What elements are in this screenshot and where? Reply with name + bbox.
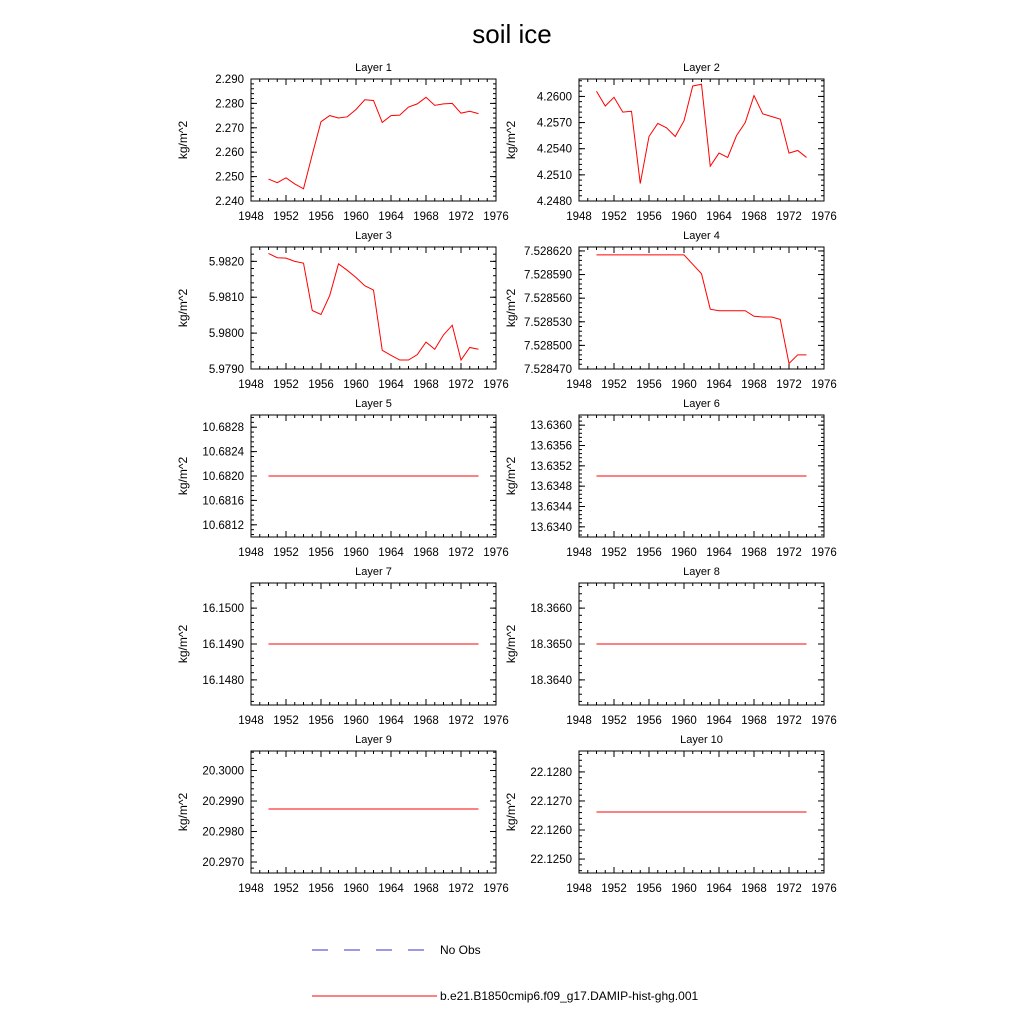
x-tick-label: 1956 xyxy=(308,211,334,223)
x-tick-label: 1972 xyxy=(776,883,802,895)
x-tick-label: 1972 xyxy=(448,883,474,895)
panel-layer-6 xyxy=(504,398,837,559)
x-tick-label: 1948 xyxy=(238,715,264,727)
x-tick-label: 1960 xyxy=(343,379,369,391)
panel-title: Layer 1 xyxy=(355,62,392,74)
x-tick-label: 1960 xyxy=(343,547,369,559)
x-tick-label: 1968 xyxy=(413,211,439,223)
x-tick-label: 1972 xyxy=(776,715,802,727)
y-tick-label: 7.528560 xyxy=(524,293,572,306)
x-tick-label: 1956 xyxy=(636,883,662,895)
panel-title: Layer 10 xyxy=(680,734,723,746)
panel-layer-4 xyxy=(504,230,837,391)
y-axis-label: kg/m^2 xyxy=(504,624,518,664)
x-tick-label: 1952 xyxy=(601,883,627,895)
plot-frame xyxy=(251,79,496,201)
y-axis-label: kg/m^2 xyxy=(504,120,518,160)
y-tick-label: 10.6824 xyxy=(202,446,244,459)
y-axis-label: kg/m^2 xyxy=(504,792,518,832)
x-tick-label: 1972 xyxy=(448,379,474,391)
x-tick-label: 1952 xyxy=(273,883,299,895)
x-tick-label: 1960 xyxy=(343,715,369,727)
x-tick-label: 1968 xyxy=(741,379,767,391)
x-tick-label: 1968 xyxy=(413,715,439,727)
x-tick-label: 1956 xyxy=(636,379,662,391)
series-line xyxy=(597,84,807,183)
y-tick-label: 4.2480 xyxy=(536,196,572,208)
x-tick-label: 1960 xyxy=(671,883,697,895)
y-axis-label: kg/m^2 xyxy=(504,288,518,328)
y-tick-label: 20.2990 xyxy=(202,796,244,809)
y-tick-label: 4.2600 xyxy=(536,91,572,104)
x-tick-label: 1952 xyxy=(273,715,299,727)
x-tick-label: 1976 xyxy=(811,379,837,391)
panel-layer-8 xyxy=(504,566,837,727)
panel-layer-2 xyxy=(504,62,837,223)
y-tick-label: 16.1490 xyxy=(202,639,244,651)
x-tick-label: 1976 xyxy=(811,883,837,895)
x-tick-label: 1948 xyxy=(566,883,592,895)
y-tick-label: 13.6340 xyxy=(530,521,572,534)
y-tick-label: 2.290 xyxy=(215,74,244,86)
x-tick-label: 1952 xyxy=(601,379,627,391)
x-tick-label: 1948 xyxy=(238,883,264,895)
x-tick-label: 1960 xyxy=(343,211,369,223)
y-tick-label: 18.3660 xyxy=(530,603,572,616)
panel-layer-3 xyxy=(176,230,509,391)
plot-frame xyxy=(579,79,824,201)
x-tick-label: 1976 xyxy=(811,547,837,559)
y-tick-label: 13.6360 xyxy=(530,420,572,433)
panel-title: Layer 2 xyxy=(683,62,720,74)
x-tick-label: 1948 xyxy=(238,211,264,223)
y-tick-label: 4.2570 xyxy=(536,117,572,130)
x-tick-label: 1972 xyxy=(776,211,802,223)
x-tick-label: 1956 xyxy=(636,211,662,223)
x-tick-label: 1960 xyxy=(671,715,697,727)
plot-frame xyxy=(251,247,496,369)
y-tick-label: 2.250 xyxy=(215,171,244,184)
y-tick-label: 13.6356 xyxy=(530,440,572,453)
x-tick-label: 1964 xyxy=(706,547,732,559)
x-tick-label: 1964 xyxy=(378,379,404,391)
panel-title: Layer 7 xyxy=(355,566,392,578)
plot-frame xyxy=(251,751,496,873)
x-tick-label: 1972 xyxy=(448,715,474,727)
y-tick-label: 20.3000 xyxy=(202,765,244,778)
y-tick-label: 22.1260 xyxy=(530,825,572,838)
x-tick-label: 1960 xyxy=(671,547,697,559)
x-tick-label: 1952 xyxy=(273,211,299,223)
y-tick-label: 13.6348 xyxy=(530,481,572,494)
figure-title: soil ice xyxy=(472,19,552,49)
legend-label-no-obs: No Obs xyxy=(440,943,481,957)
x-tick-label: 1960 xyxy=(343,883,369,895)
legend-label-model: b.e21.B1850cmip6.f09_g17.DAMIP-hist-ghg.001 xyxy=(440,989,699,1003)
y-tick-label: 2.240 xyxy=(215,196,244,208)
x-tick-label: 1956 xyxy=(308,547,334,559)
x-tick-label: 1972 xyxy=(448,547,474,559)
x-tick-label: 1968 xyxy=(413,547,439,559)
x-tick-label: 1948 xyxy=(566,715,592,727)
x-tick-label: 1964 xyxy=(706,211,732,223)
y-tick-label: 5.9810 xyxy=(208,292,244,305)
x-tick-label: 1968 xyxy=(741,715,767,727)
y-tick-label: 22.1250 xyxy=(530,854,572,867)
x-tick-label: 1968 xyxy=(741,211,767,223)
y-tick-label: 7.528470 xyxy=(524,364,572,376)
x-tick-label: 1964 xyxy=(706,883,732,895)
y-axis-label: kg/m^2 xyxy=(504,456,518,496)
y-tick-label: 5.9790 xyxy=(208,364,244,376)
legend xyxy=(312,943,698,1003)
x-tick-label: 1948 xyxy=(238,379,264,391)
y-tick-label: 4.2540 xyxy=(536,143,572,156)
panel-layer-9 xyxy=(176,734,509,895)
x-tick-label: 1964 xyxy=(378,715,404,727)
y-tick-label: 10.6816 xyxy=(202,495,244,508)
x-tick-label: 1976 xyxy=(483,379,509,391)
y-tick-label: 7.528590 xyxy=(524,269,572,282)
y-tick-label: 10.6820 xyxy=(202,471,244,483)
x-tick-label: 1956 xyxy=(636,715,662,727)
x-tick-label: 1976 xyxy=(483,883,509,895)
x-tick-label: 1960 xyxy=(671,211,697,223)
x-tick-label: 1964 xyxy=(706,715,732,727)
x-tick-label: 1952 xyxy=(601,715,627,727)
panel-title: Layer 4 xyxy=(683,230,720,242)
x-tick-label: 1948 xyxy=(238,547,264,559)
panel-layer-5 xyxy=(176,398,509,559)
y-tick-label: 20.2980 xyxy=(202,826,244,839)
x-tick-label: 1972 xyxy=(448,211,474,223)
x-tick-label: 1952 xyxy=(601,547,627,559)
x-tick-label: 1968 xyxy=(741,547,767,559)
y-tick-label: 20.2970 xyxy=(202,857,244,870)
series-line xyxy=(269,253,479,360)
x-tick-label: 1964 xyxy=(706,379,732,391)
x-tick-label: 1956 xyxy=(308,883,334,895)
y-tick-label: 22.1280 xyxy=(530,766,572,779)
y-tick-label: 2.270 xyxy=(215,122,244,135)
x-tick-label: 1976 xyxy=(483,547,509,559)
x-tick-label: 1972 xyxy=(776,547,802,559)
y-axis-label: kg/m^2 xyxy=(176,624,190,664)
x-tick-label: 1952 xyxy=(601,211,627,223)
panel-title: Layer 9 xyxy=(355,734,392,746)
panel-layer-7 xyxy=(176,566,509,727)
x-tick-label: 1956 xyxy=(636,547,662,559)
y-tick-label: 13.6352 xyxy=(530,460,572,473)
x-tick-label: 1968 xyxy=(741,883,767,895)
x-tick-label: 1948 xyxy=(566,547,592,559)
plot-frame xyxy=(579,247,824,369)
x-tick-label: 1956 xyxy=(308,715,334,727)
panel-title: Layer 6 xyxy=(683,398,720,410)
panel-grid xyxy=(176,62,837,895)
y-axis-label: kg/m^2 xyxy=(176,456,190,496)
x-tick-label: 1952 xyxy=(273,379,299,391)
y-tick-label: 10.6828 xyxy=(202,422,244,435)
x-tick-label: 1964 xyxy=(378,547,404,559)
y-tick-label: 5.9820 xyxy=(208,256,244,269)
y-axis-label: kg/m^2 xyxy=(176,120,190,160)
panel-layer-10 xyxy=(504,734,837,895)
y-tick-label: 7.528500 xyxy=(524,340,572,353)
panel-title: Layer 3 xyxy=(355,230,392,242)
y-tick-label: 2.280 xyxy=(215,98,244,111)
y-tick-label: 4.2510 xyxy=(536,169,572,182)
y-tick-label: 7.528620 xyxy=(524,245,572,258)
y-tick-label: 7.528530 xyxy=(524,316,572,329)
x-tick-label: 1964 xyxy=(378,211,404,223)
y-tick-label: 16.1500 xyxy=(202,603,244,616)
y-tick-label: 16.1480 xyxy=(202,674,244,687)
y-tick-label: 18.3650 xyxy=(530,639,572,651)
x-tick-label: 1968 xyxy=(413,883,439,895)
series-line xyxy=(269,97,479,189)
x-tick-label: 1968 xyxy=(413,379,439,391)
x-tick-label: 1972 xyxy=(776,379,802,391)
y-tick-label: 5.9800 xyxy=(208,328,244,341)
y-axis-label: kg/m^2 xyxy=(176,792,190,832)
x-tick-label: 1952 xyxy=(273,547,299,559)
y-axis-label: kg/m^2 xyxy=(176,288,190,328)
x-tick-label: 1948 xyxy=(566,379,592,391)
panel-title: Layer 5 xyxy=(355,398,392,410)
x-tick-label: 1960 xyxy=(671,379,697,391)
y-tick-label: 22.1270 xyxy=(530,795,572,808)
y-tick-label: 13.6344 xyxy=(530,501,572,514)
x-tick-label: 1948 xyxy=(566,211,592,223)
x-tick-label: 1956 xyxy=(308,379,334,391)
y-tick-label: 10.6812 xyxy=(202,519,244,532)
x-tick-label: 1976 xyxy=(811,211,837,223)
panel-title: Layer 8 xyxy=(683,566,720,578)
x-tick-label: 1976 xyxy=(483,715,509,727)
y-tick-label: 18.3640 xyxy=(530,674,572,687)
y-tick-label: 2.260 xyxy=(215,147,244,160)
x-tick-label: 1976 xyxy=(483,211,509,223)
x-tick-label: 1976 xyxy=(811,715,837,727)
x-tick-label: 1964 xyxy=(378,883,404,895)
series-line xyxy=(597,255,807,364)
panel-layer-1 xyxy=(176,62,509,223)
